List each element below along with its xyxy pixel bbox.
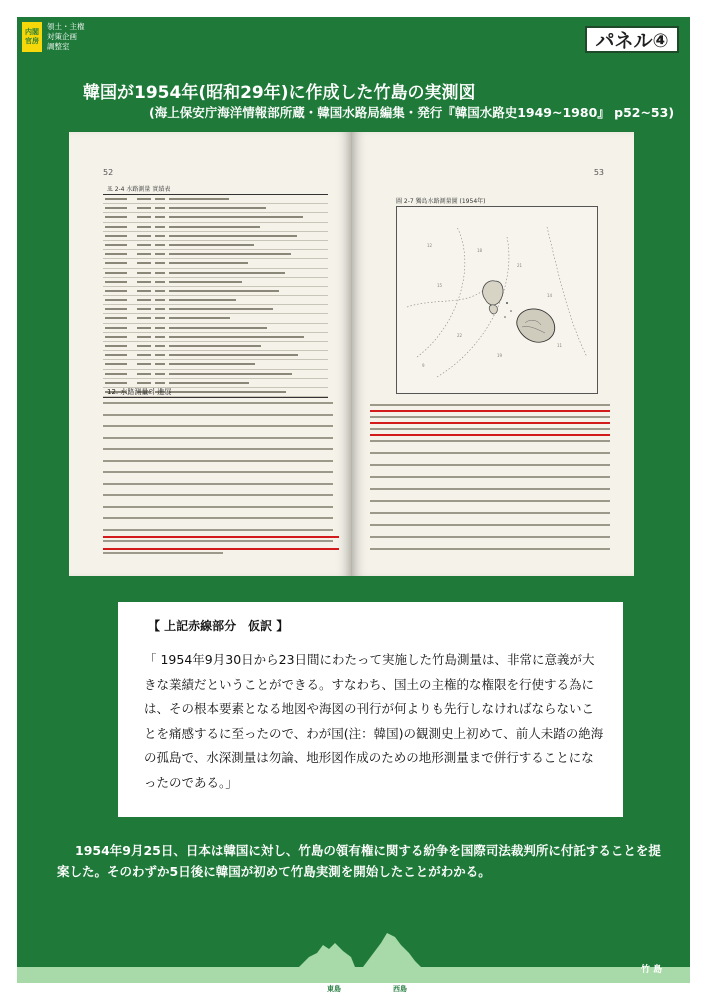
table-cell-text: [169, 290, 279, 292]
table-cell-text: [155, 299, 165, 301]
table-cell-text: [169, 373, 292, 375]
table-cell-text: [137, 198, 151, 200]
text-line: [370, 488, 610, 490]
text-line: [370, 452, 610, 454]
text-line: [103, 448, 333, 450]
translation-heading: 【 上記赤線部分 仮訳 】: [148, 619, 289, 633]
translation-body: 「 1954年9月30日から23日間にわたって実施した竹島測量は、非常に意義が大きな業績だということができる。すなわち、国土の主権的な権限を行使する為には、その根本要素となる地図や海図の刊行が何よりも先行しなければならないことを痛感するに至ったので、わが国(注：韓国)の観測史上初めて、前人未踏の絶海の孤島で、水深測量は勿論、地形図作成のための地形測量まで併行することになったのである。」: [144, 652, 604, 790]
table-cell-text: [155, 354, 165, 356]
table-cell-text: [169, 345, 261, 347]
table-cell-text: [169, 262, 248, 264]
table-cell-text: [137, 226, 151, 228]
takeshima-silhouette-footer: [17, 923, 690, 983]
table-cell-text: [155, 336, 165, 338]
page-title: 韓国が1954年(昭和29年)に作成した竹島の実測図: [83, 83, 476, 103]
takeshima-survey-map: [396, 206, 598, 394]
text-line: [370, 536, 610, 538]
table-cell-text: [137, 244, 151, 246]
table-cell-text: [169, 272, 285, 274]
table-cell-text: [155, 382, 165, 384]
office-line-3: 調整室: [47, 42, 70, 51]
text-line: [370, 524, 610, 526]
table-row: [103, 296, 328, 305]
table-cell-text: [105, 317, 127, 319]
table-cell-text: [169, 226, 260, 228]
panel-number-badge: パネル④: [585, 26, 679, 53]
table-row: [103, 351, 328, 360]
table-cell-text: [155, 281, 165, 283]
table-cell-text: [105, 207, 127, 209]
table-cell-text: [155, 262, 165, 264]
table-cell-text: [169, 391, 286, 393]
table-cell-text: [105, 308, 127, 310]
office-name: [47, 22, 127, 52]
table-cell-text: [169, 207, 266, 209]
table-cell-text: [137, 336, 151, 338]
table-cell-text: [155, 345, 165, 347]
table-cell-text: [105, 262, 127, 264]
table-cell-text: [155, 290, 165, 292]
table-cell-text: [105, 336, 127, 338]
text-line: [370, 476, 610, 478]
table-cell-text: [105, 235, 127, 237]
table-cell-text: [137, 308, 151, 310]
office-line-2: 対策企画: [47, 32, 77, 41]
table-cell-text: [105, 327, 127, 329]
table-cell-text: [105, 363, 127, 365]
table-cell-text: [137, 272, 151, 274]
table-cell-text: [105, 290, 127, 292]
table-cell-text: [155, 216, 165, 218]
table-cell-text: [155, 226, 165, 228]
table-row: [103, 370, 328, 379]
table-cell-text: [137, 253, 151, 255]
svg-text:19: 19: [497, 353, 503, 358]
table-cell-text: [155, 363, 165, 365]
table-cell-text: [105, 216, 127, 218]
table-cell-text: [169, 299, 236, 301]
table-cell-text: [105, 345, 127, 347]
table-cell-text: [169, 308, 273, 310]
table-cell-text: [137, 290, 151, 292]
text-line: [370, 500, 610, 502]
table-cell-text: [105, 373, 127, 375]
table-cell-text: [155, 373, 165, 375]
table-row: [103, 223, 328, 232]
table-cell-text: [169, 354, 298, 356]
table-cell-text: [137, 235, 151, 237]
table-cell-text: [105, 281, 127, 283]
table-cell-text: [155, 272, 165, 274]
table-cell-text: [137, 299, 151, 301]
red-underline: [103, 536, 339, 538]
east-island-label: 東島: [327, 985, 341, 993]
table-cell-text: [155, 235, 165, 237]
table-row: [103, 269, 328, 278]
logo-text-line-1: 内閣: [25, 28, 39, 36]
section-heading: 12. 水路測量의 進展: [107, 388, 172, 396]
table-cell-text: [169, 363, 255, 365]
red-underline: [370, 434, 610, 436]
red-underline: [103, 548, 339, 550]
text-line: [103, 506, 333, 508]
text-line: [370, 464, 610, 466]
svg-text:21: 21: [517, 263, 523, 268]
table-cell-text: [169, 235, 297, 237]
table-row: [103, 250, 328, 259]
scanned-left-page: [69, 132, 352, 576]
table-row: [103, 360, 328, 369]
table-row: [103, 333, 328, 342]
table-cell-text: [105, 272, 127, 274]
left-page-number: 52: [103, 168, 114, 177]
page-subtitle: (海上保安庁海洋情報部所蔵・韓国水路局編集・発行『韓国水路史1949~1980』 p52~53): [149, 105, 675, 120]
table-cell-text: [169, 216, 303, 218]
table-row: [103, 305, 328, 314]
table-cell-text: [169, 327, 267, 329]
text-line: [103, 529, 333, 531]
table-cell-text: [105, 198, 127, 200]
table-cell-text: [155, 253, 165, 255]
svg-text:12: 12: [427, 243, 433, 248]
table-cell-text: [169, 244, 254, 246]
table-cell-text: [105, 226, 127, 228]
table-cell-text: [137, 345, 151, 347]
table-cell-text: [169, 382, 249, 384]
table-row: [103, 278, 328, 287]
text-line: [370, 548, 610, 550]
table-cell-text: [105, 253, 127, 255]
svg-text:15: 15: [437, 283, 443, 288]
table-cell-text: [137, 373, 151, 375]
figure-caption: 圖 2-7 獨島水路測量圖 (1954年): [396, 198, 486, 205]
text-line: [103, 494, 333, 496]
table-cell-text: [169, 317, 230, 319]
table-cell-text: [105, 382, 127, 384]
table-cell-text: [137, 354, 151, 356]
text-line: [103, 483, 333, 485]
table-row: [103, 213, 328, 222]
text-line: [370, 512, 610, 514]
table-row: [103, 259, 328, 268]
text-line: [103, 540, 333, 542]
table-cell-text: [155, 308, 165, 310]
table-cell-text: [137, 207, 151, 209]
table-row: [103, 324, 328, 333]
table-cell-text: [169, 336, 304, 338]
table-row: [103, 204, 328, 213]
table-cell-text: [137, 363, 151, 365]
table-row: [103, 342, 328, 351]
table-cell-text: [155, 327, 165, 329]
cabinet-secretariat-logo: [22, 22, 42, 52]
text-line: [103, 414, 333, 416]
text-line: [103, 517, 333, 519]
red-underline: [370, 410, 610, 412]
survey-map-drawing: [397, 207, 597, 393]
svg-text:18: 18: [477, 248, 483, 253]
text-line: [103, 437, 333, 439]
table-cell-text: [137, 281, 151, 283]
text-line: [370, 416, 610, 418]
table-cell-text: [169, 281, 242, 283]
table-cell-text: [105, 244, 127, 246]
text-line: [103, 552, 223, 554]
translation-box: [118, 602, 623, 817]
table-cell-text: [105, 354, 127, 356]
table-caption: 표 2-4 水路測量 實績表: [107, 186, 171, 193]
table-cell-text: [137, 327, 151, 329]
table-cell-text: [155, 317, 165, 319]
table-cell-text: [137, 317, 151, 319]
text-line: [370, 428, 610, 430]
west-island-label: 西島: [393, 985, 407, 993]
table-cell-text: [155, 244, 165, 246]
office-line-1: 領土・主権: [47, 22, 85, 31]
right-page-number: 53: [593, 168, 604, 177]
table-cell-text: [137, 382, 151, 384]
table-row: [103, 241, 328, 250]
survey-results-table: [103, 194, 328, 398]
svg-text:22: 22: [457, 333, 463, 338]
panel-background: [17, 17, 690, 993]
scanned-right-page: [352, 132, 634, 576]
table-cell-text: [155, 198, 165, 200]
table-cell-text: [137, 262, 151, 264]
table-row: [103, 287, 328, 296]
table-row: [103, 232, 328, 241]
svg-text:9: 9: [422, 363, 425, 368]
text-line: [103, 460, 333, 462]
text-line: [370, 404, 610, 406]
scanned-book-spread: [69, 132, 634, 576]
red-underline: [370, 422, 610, 424]
explanation-text: 1954年9月25日、日本は韓国に対し、竹島の領有権に関する紛争を国際司法裁判所に付託することを提案した。そのわずか5日後に韓国が初めて竹島実測を開始したことがわかる。: [57, 843, 661, 879]
svg-text:11: 11: [557, 343, 563, 348]
table-cell-text: [105, 299, 127, 301]
table-cell-text: [169, 253, 291, 255]
text-line: [370, 440, 610, 442]
table-row: [103, 195, 328, 204]
table-cell-text: [155, 207, 165, 209]
table-row: [103, 314, 328, 323]
text-line: [103, 471, 333, 473]
table-cell-text: [169, 198, 229, 200]
takeshima-label: 竹 島: [641, 965, 663, 975]
svg-text:14: 14: [547, 293, 553, 298]
table-cell-text: [137, 216, 151, 218]
text-line: [103, 402, 333, 404]
text-line: [103, 425, 333, 427]
logo-text-line-2: 官房: [25, 37, 39, 45]
